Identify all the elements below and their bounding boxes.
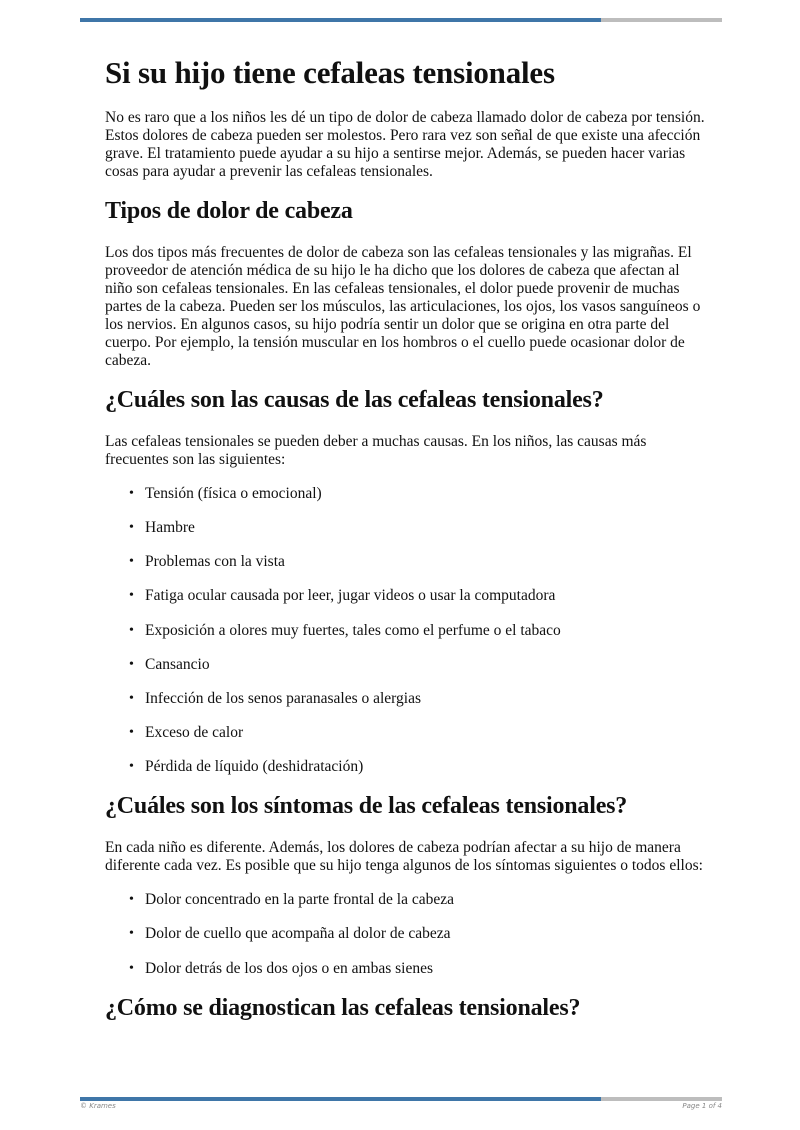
list-item: • Hambre: [129, 518, 195, 536]
list-item: • Problemas con la vista: [129, 553, 285, 571]
page-footer: [80, 1102, 722, 1110]
section-paragraph-symptoms: En cada niño es diferente. Además, los dolores de cabeza podrían afectar a su hijo de manera diferente cada vez. Es posible que su hijo tenga algunos de los síntomas siguientes o todos ellos:: [105, 839, 703, 875]
bullet-icon: •: [129, 588, 134, 604]
footer-rule-accent: [80, 1097, 601, 1101]
header-rule-rest: [601, 18, 722, 22]
list-item: • Dolor concentrado en la parte frontal de la cabeza: [129, 891, 454, 909]
list-item: • Infección de los senos paranasales o alergias: [129, 689, 422, 707]
header-rule-accent: [80, 18, 601, 22]
intro-paragraph: No es raro que a los niños les dé un tipo de dolor de cabeza llamado dolor de cabeza por tensión. Estos dolores de cabeza pueden ser molestos. Pero rara vez son señal de que existe una afección grave. El tratamiento puede ayudar a su hijo a sentirse mejor. Además, se pueden hacer varias cosas para ayudar a prevenir las cefaleas tensionales.: [105, 109, 705, 181]
list-item: • Dolor detrás de los dos ojos o en ambas sienes: [129, 959, 433, 977]
bullet-icon: •: [129, 554, 134, 570]
section-heading-diagnosis: ¿Cómo se diagnostican las cefaleas tensionales?: [105, 994, 581, 1021]
page-number: Page 1 of 4: [682, 1102, 722, 1110]
causes-list: [105, 485, 705, 777]
list-item: • Exposición a olores muy fuertes, tales como el perfume o el tabaco: [129, 621, 561, 639]
list-item: • Dolor de cuello que acompaña al dolor de cabeza: [129, 925, 451, 943]
section-paragraph-types: Los dos tipos más frecuentes de dolor de cabeza son las cefaleas tensionales y las migrañas. El proveedor de atención médica de su hijo le ha dicho que los dolores de cabeza que afectan al niño son cefaleas tensionales. En las cefaleas tensionales, el dolor puede provenir de muchas partes de la cabeza. Pueden ser los músculos, las articulaciones, los ojos, los vasos sanguíneos o los nervios. En algunos casos, su hijo podría sentir un dolor que se origina en otra parte del cuerpo. Por ejemplo, la tensión muscular en los hombros o el cuello puede ocasionar dolor de cabeza.: [105, 243, 701, 369]
bullet-icon: •: [129, 892, 134, 908]
bullet-icon: •: [129, 725, 134, 741]
bullet-icon: •: [129, 485, 134, 501]
section-heading-causes: ¿Cuáles son las causas de las cefaleas tensionales?: [105, 386, 604, 413]
page-title: Si su hijo tiene cefaleas tensionales: [105, 55, 555, 90]
bullet-icon: •: [129, 622, 134, 638]
document-body: [105, 54, 705, 1041]
list-item: • Cansancio: [129, 655, 210, 673]
bullet-icon: •: [129, 656, 134, 672]
copyright-text: © Krames: [80, 1102, 116, 1110]
bullet-icon: •: [129, 960, 134, 976]
list-item: • Fatiga ocular causada por leer, jugar videos o usar la computadora: [129, 587, 556, 605]
footer-rule-rest: [601, 1097, 722, 1101]
bullet-icon: •: [129, 519, 134, 535]
list-item: • Pérdida de líquido (deshidratación): [129, 758, 364, 776]
footer-rule: [80, 1097, 722, 1101]
section-heading-types: Tipos de dolor de cabeza: [105, 198, 353, 225]
bullet-icon: •: [129, 759, 134, 775]
list-item: • Tensión (física o emocional): [129, 484, 322, 502]
bullet-icon: •: [129, 690, 134, 706]
list-item: • Exceso de calor: [129, 724, 244, 742]
symptoms-list: [105, 891, 705, 977]
bullet-icon: •: [129, 926, 134, 942]
section-paragraph-causes: Las cefaleas tensionales se pueden deber a muchas causas. En los niños, las causas más frecuentes son las siguientes:: [105, 432, 647, 468]
header-rule: [80, 18, 722, 22]
section-heading-symptoms: ¿Cuáles son los síntomas de las cefaleas tensionales?: [105, 793, 628, 820]
